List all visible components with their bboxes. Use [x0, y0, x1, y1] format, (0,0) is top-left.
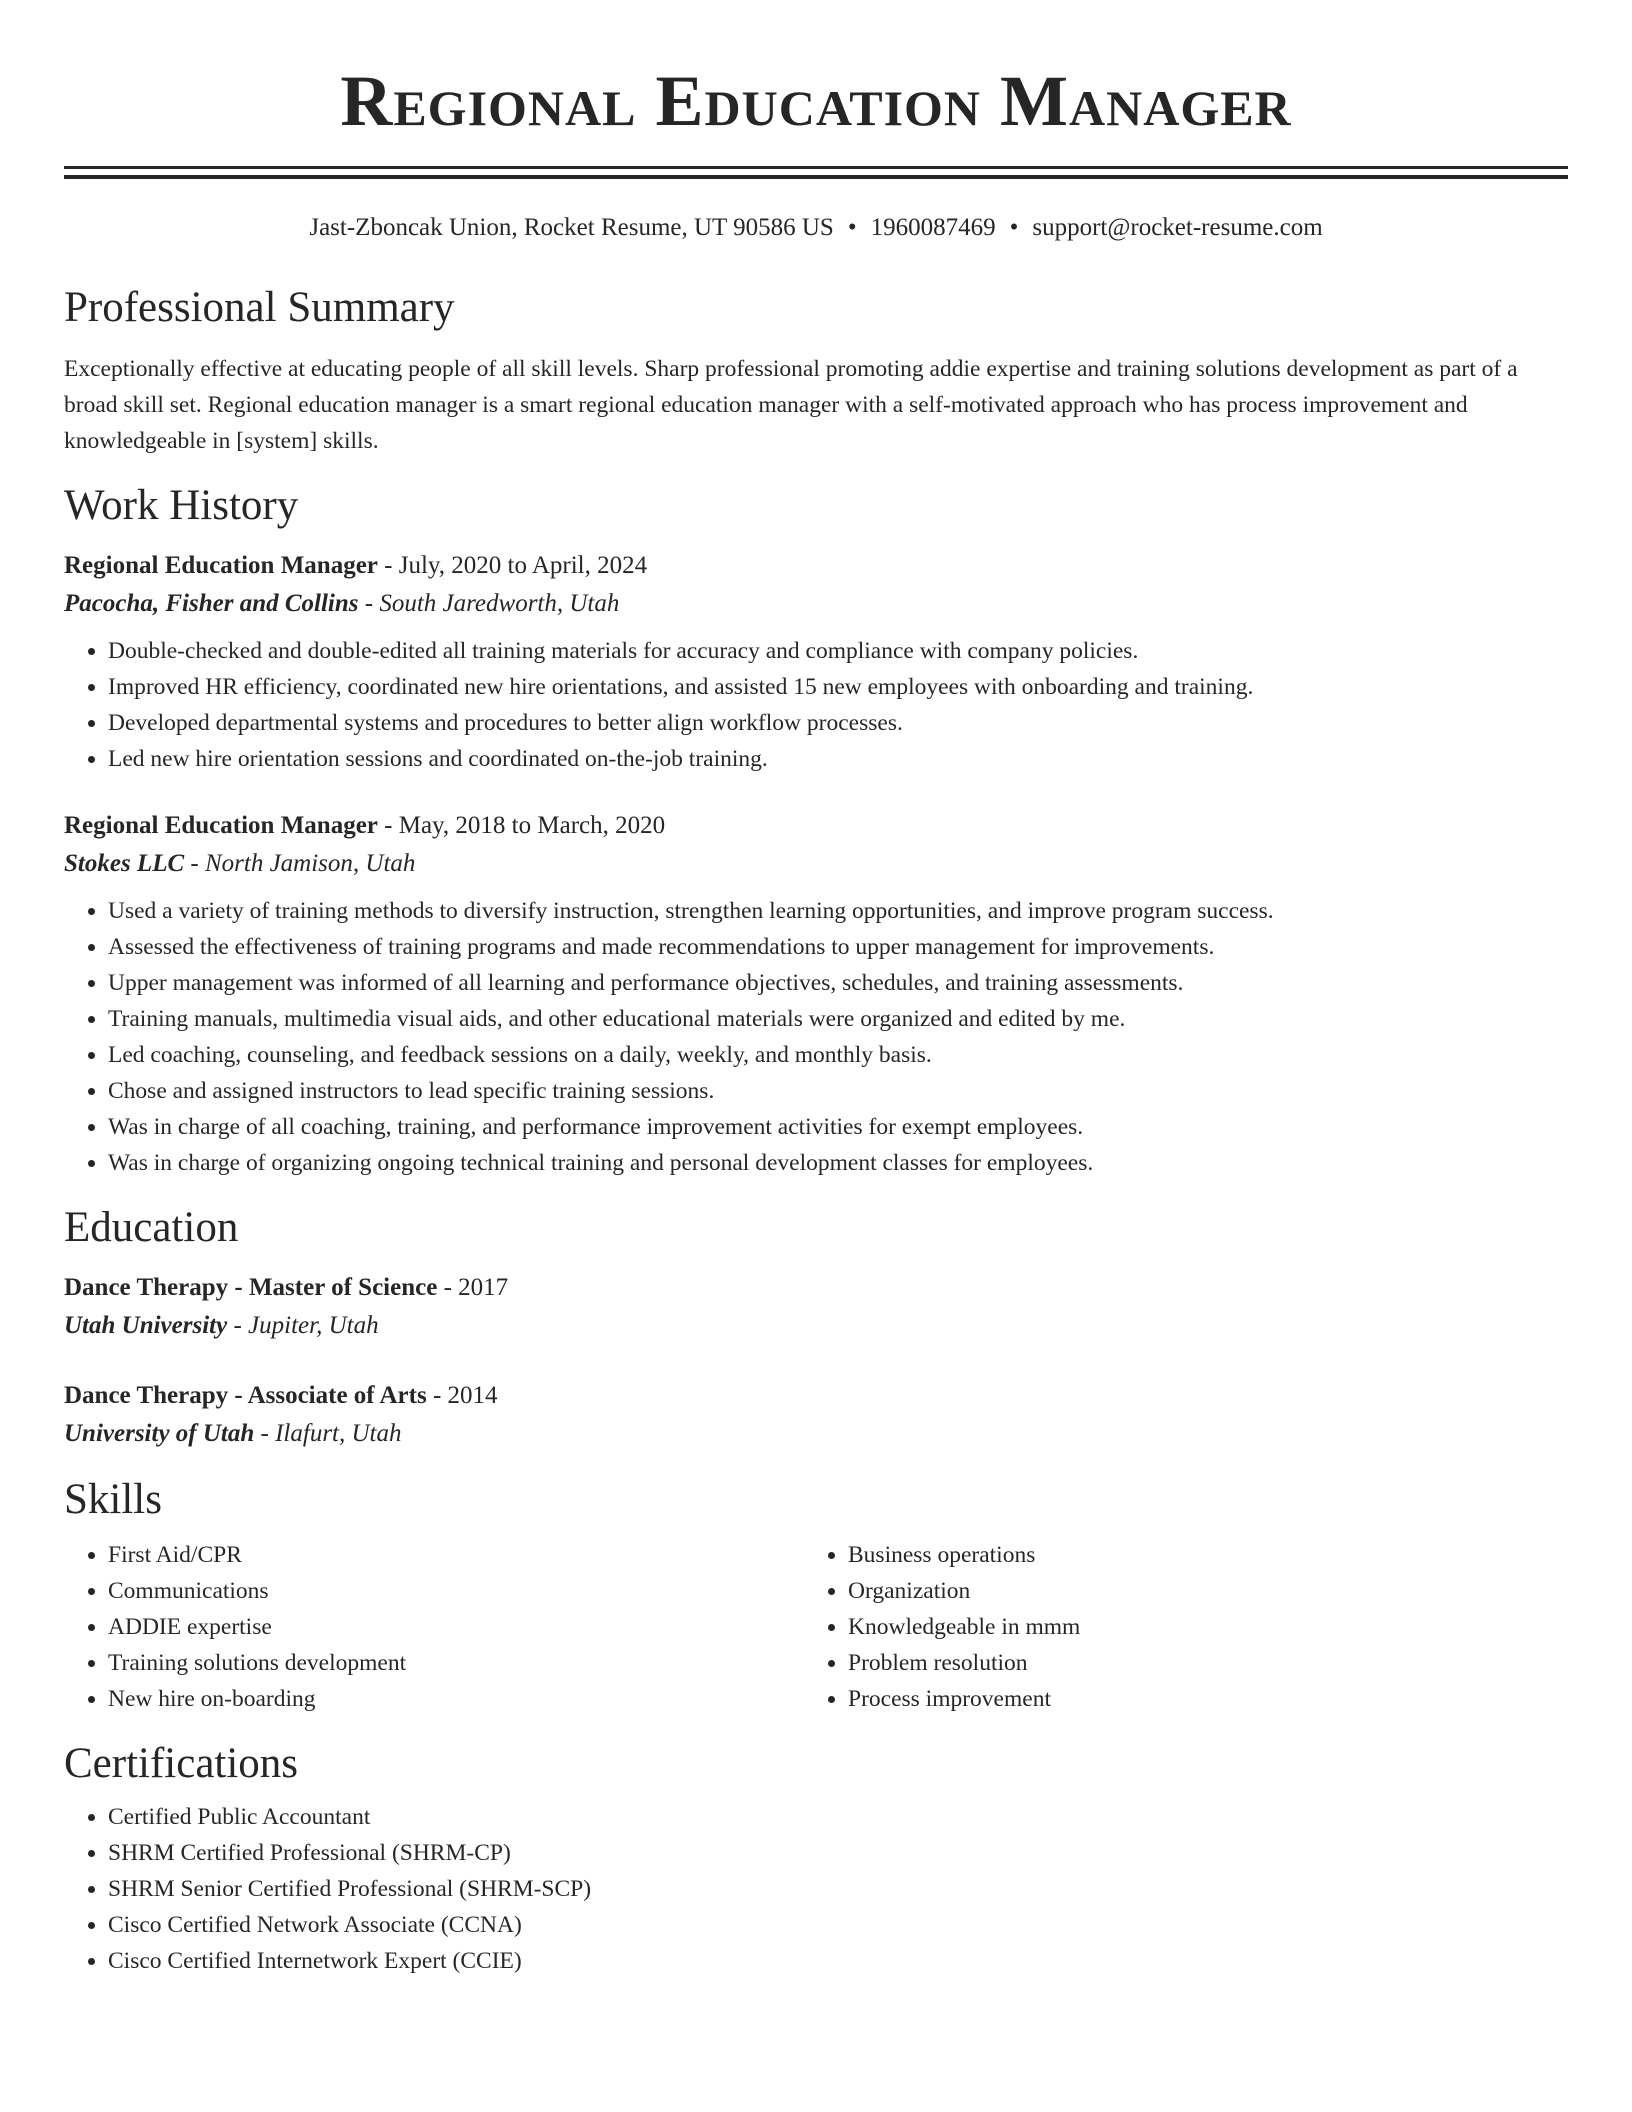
- skill-item: • Problem resolution: [848, 1645, 1544, 1681]
- certification-item: • Cisco Certified Internetwork Expert (CCIE): [108, 1943, 1568, 1979]
- job-location: - North Jamison, Utah: [184, 850, 416, 877]
- job-bullet: • Training manuals, multimedia visual aids, and other educational materials were organized and edited by me.: [108, 1001, 1568, 1037]
- job-entry: [64, 547, 1568, 777]
- degree-name: Dance Therapy - Associate of Arts: [64, 1382, 427, 1409]
- degree-line: [64, 1269, 1568, 1307]
- certification-item: • SHRM Certified Professional (SHRM-CP): [108, 1835, 1568, 1871]
- skill-item: • First Aid/CPR: [108, 1537, 804, 1573]
- work-history-section: [64, 481, 1568, 1181]
- job-bullet: • Upper management was informed of all learning and performance objectives, schedules, and training assessments.: [108, 965, 1568, 1001]
- skill-item: • ADDIE expertise: [108, 1609, 804, 1645]
- school-location: - Jupiter, Utah: [227, 1312, 379, 1339]
- job-role: Regional Education Manager: [64, 552, 378, 579]
- certification-item: • Certified Public Accountant: [108, 1799, 1568, 1835]
- contact-separator: •: [847, 214, 857, 241]
- degree-line: [64, 1377, 1568, 1415]
- certification-item: • SHRM Senior Certified Professional (SHRM-SCP): [108, 1871, 1568, 1907]
- work-history-heading: Work History: [64, 482, 299, 529]
- education-heading: Education: [64, 1204, 239, 1251]
- skill-item: • Communications: [108, 1573, 804, 1609]
- education-entry: [64, 1377, 1568, 1453]
- skills-column-right: [804, 1537, 1544, 1717]
- skills-heading: Skills: [64, 1476, 162, 1523]
- summary-section: [64, 283, 1568, 459]
- header-divider: [64, 166, 1568, 179]
- school-name: Utah University: [64, 1312, 228, 1339]
- certification-item: • Cisco Certified Network Associate (CCNA): [108, 1907, 1568, 1943]
- skill-item: • Knowledgeable in mmm: [848, 1609, 1544, 1645]
- certifications-section: [64, 1739, 1568, 1979]
- degree-name: Dance Therapy - Master of Science: [64, 1274, 438, 1301]
- job-dates: - May, 2018 to March, 2020: [377, 812, 666, 839]
- school-name: University of Utah: [64, 1420, 255, 1447]
- education-entry: [64, 1269, 1568, 1345]
- skill-item: • New hire on-boarding: [108, 1681, 804, 1717]
- contact-line: [64, 213, 1568, 243]
- job-entry: [64, 807, 1568, 1181]
- job-company-line: [64, 845, 1568, 883]
- skills-column-left: [64, 1537, 804, 1717]
- job-bullet: • Developed departmental systems and procedures to better align workflow processes.: [108, 705, 1568, 741]
- job-location: - South Jaredworth, Utah: [358, 590, 620, 617]
- summary-text: Exceptionally effective at educating people of all skill levels. Sharp professional promoting addie expertise and training solutions development as part of a broad skill set. Regional education manager is a smart regional education manager with a self-motivated approach who has process improvement and knowledgeable in [system] skills.: [64, 356, 1518, 454]
- contact-email[interactable]: support@rocket-resume.com: [1032, 214, 1323, 241]
- job-bullet: • Improved HR efficiency, coordinated new hire orientations, and assisted 15 new employees with onboarding and training.: [108, 669, 1568, 705]
- skill-item: • Process improvement: [848, 1681, 1544, 1717]
- job-title-line: [64, 807, 1568, 845]
- job-bullet: • Used a variety of training methods to diversify instruction, strengthen learning opportunities, and improve program success.: [108, 893, 1568, 929]
- skill-item: • Business operations: [848, 1537, 1544, 1573]
- job-bullet: • Chose and assigned instructors to lead specific training sessions.: [108, 1073, 1568, 1109]
- certifications-heading: Certifications: [64, 1740, 299, 1787]
- job-company: Pacocha, Fisher and Collins: [64, 590, 359, 617]
- job-bullet: • Assessed the effectiveness of training programs and made recommendations to upper management for improvements.: [108, 929, 1568, 965]
- resume-name: Regional Education Manager: [340, 61, 1292, 141]
- job-title-line: [64, 547, 1568, 585]
- job-bullets: [64, 893, 1568, 1181]
- job-bullet: • Was in charge of organizing ongoing technical training and personal development classes for employees.: [108, 1145, 1568, 1181]
- skill-item: • Organization: [848, 1573, 1544, 1609]
- job-bullet: • Led new hire orientation sessions and coordinated on-the-job training.: [108, 741, 1568, 777]
- school-location: - Ilafurt, Utah: [254, 1420, 402, 1447]
- school-line: [64, 1415, 1568, 1453]
- summary-heading: Professional Summary: [64, 284, 455, 331]
- skills-section: [64, 1475, 1568, 1717]
- skill-item: • Training solutions development: [108, 1645, 804, 1681]
- contact-separator: •: [1009, 214, 1019, 241]
- job-bullet: • Double-checked and double-edited all training materials for accuracy and compliance with company policies.: [108, 633, 1568, 669]
- job-dates: - July, 2020 to April, 2024: [377, 552, 648, 579]
- job-bullet: • Led coaching, counseling, and feedback sessions on a daily, weekly, and monthly basis.: [108, 1037, 1568, 1073]
- job-role: Regional Education Manager: [64, 812, 378, 839]
- skills-grid: [64, 1537, 1568, 1717]
- contact-address: Jast-Zboncak Union, Rocket Resume, UT 90586 US: [309, 214, 834, 241]
- job-company: Stokes LLC: [64, 850, 185, 877]
- job-bullet: • Was in charge of all coaching, training, and performance improvement activities for exempt employees.: [108, 1109, 1568, 1145]
- school-line: [64, 1307, 1568, 1345]
- job-company-line: [64, 585, 1568, 623]
- certifications-list: [64, 1799, 1568, 1979]
- degree-year: - 2017: [437, 1274, 509, 1301]
- degree-year: - 2014: [426, 1382, 498, 1409]
- job-bullets: [64, 633, 1568, 777]
- contact-phone: 1960087469: [870, 214, 996, 241]
- education-section: [64, 1203, 1568, 1453]
